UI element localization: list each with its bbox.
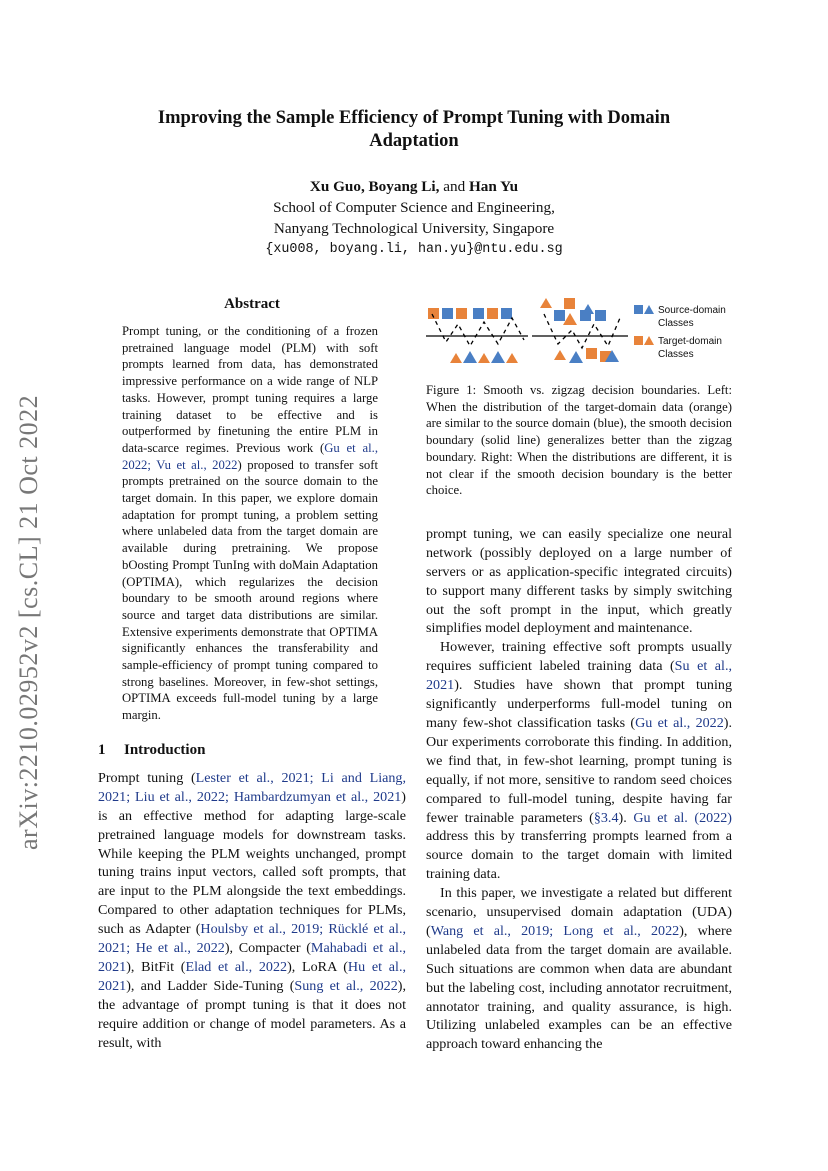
- source-triangle-marker: [463, 351, 477, 363]
- source-square-marker: [554, 310, 565, 321]
- intro-text-1: Prompt tuning (: [98, 769, 196, 786]
- intro-text-4: ), BitFit (: [126, 958, 186, 975]
- intro-text-3: ), Compacter (: [224, 940, 311, 957]
- p2-citation-4[interactable]: Gu et al. (2022): [633, 809, 732, 826]
- legend-target-square: [634, 336, 643, 345]
- paper-title: [100, 107, 728, 153]
- target-triangle-marker: [450, 353, 462, 363]
- p3-text-a: In this paper, we investigate a related but different scenario, unsupervised domain adaptation (UDA) (: [426, 885, 732, 939]
- p2-citation-2[interactable]: Gu et al., 2022: [635, 714, 724, 731]
- figure-legend: [634, 305, 726, 360]
- p2-text-a: However, training effective soft prompts usually requires sufficient labeled training data (: [426, 639, 732, 675]
- target-square-marker: [456, 308, 467, 319]
- intro-citation-1[interactable]: Lester et al., 2021; Li and Liang, 2021; Liu et al., 2022; Hambardzumyan et al., 2021: [98, 769, 406, 805]
- abstract-text-a: Prompt tuning, or the conditioning of a frozen pretrained language model (PLM) with soft prompts learned from data, has demonstrated impressive performance on a wide range of NLP tasks. However, prompt tuning requires a large training dataset to be effective and is outperformed by finetuning the entire PLM in data-scarce regimes. Previous work (: [122, 324, 378, 455]
- intro-citation-3[interactable]: Mahabadi et al., 2021: [98, 940, 406, 975]
- author-and: and: [443, 178, 466, 195]
- legend-target-triangle: [644, 336, 654, 345]
- arxiv-identifier: arXiv:2210.02952v2 [cs.CL] 21 Oct 2022: [14, 394, 43, 850]
- p2-text-c: ). Our experiments corroborate this finding. In addition, we find that, in few-shot learning, prompt tuning is equally, if not more, sensitive to random seed choices compared to full-model tuning, despite having far fewer trainable parameters (: [426, 714, 732, 826]
- figure-1: [426, 296, 732, 499]
- intro-citation-6[interactable]: Sung et al., 2022: [294, 977, 398, 994]
- source-square-marker: [501, 308, 512, 319]
- target-triangle-marker: [478, 353, 490, 363]
- right-panel: [532, 298, 628, 363]
- intro-citation-4[interactable]: Elad et al., 2022: [185, 958, 288, 975]
- intro-text-6: ), and Ladder Side-Tuning (: [126, 977, 295, 994]
- section-number: 1: [98, 741, 106, 758]
- author-email: {xu008, boyang.li, han.yu}@ntu.edu.sg: [265, 242, 563, 257]
- p2-text-b: ). Studies have shown that prompt tuning significantly underperforms full-model tuning on many few-shot classification tasks (: [426, 677, 732, 731]
- affiliation-line-1: School of Computer Science and Engineering,: [273, 199, 555, 216]
- p3-citation-1[interactable]: Wang et al., 2019; Long et al., 2022: [430, 922, 680, 939]
- legend-source-square: [634, 305, 643, 314]
- title-line-1: Improving the Sample Efficiency of Prompt Tuning with Domain: [157, 108, 671, 128]
- target-square-marker: [586, 348, 597, 359]
- p2-section-ref[interactable]: §3.4: [593, 809, 619, 826]
- abstract-text-b: ) proposed to transfer soft prompts pretrained on the source domain to the target domain. In this paper, we explore domain adaptation for prompt tuning, a problem setting where unlabeled data from the target domain are available during pretraining. We propose bOosting Prompt TunIng with doMain Adaptation (OPTIMA), which regularizes the decision boundary to be smooth around regions where source and target data distributions are similar. Extensive experiments demonstrate that OPTIMA significantly enhances the transferability and sample-efficiency of prompt tuning compared to strong baselines. Moreover, in few-shot settings, OPTIMA exceeds full-model tuning by a large margin.: [122, 457, 378, 723]
- legend-source-label-2: Classes: [658, 318, 694, 329]
- author-names-last: Han Yu: [468, 178, 519, 195]
- target-square-marker: [564, 298, 575, 309]
- author-names: [200, 176, 628, 197]
- title-line-2: Adaptation: [369, 131, 459, 151]
- source-square-marker: [442, 308, 453, 319]
- paragraph-2: [426, 638, 732, 884]
- intro-citation-5[interactable]: Hu et al., 2021: [98, 958, 406, 994]
- source-triangle-marker: [491, 351, 505, 363]
- intro-citation-2[interactable]: Houlsby et al., 2019; Rücklé et al., 2021; He et al., 2022: [98, 921, 407, 957]
- author-block: [200, 176, 628, 260]
- author-names-first: Xu Guo, Boyang Li,: [309, 178, 440, 195]
- intro-paragraph: [98, 769, 406, 1053]
- legend-target-label-2: Classes: [658, 349, 694, 360]
- decision-boundary-illustration: [426, 296, 732, 374]
- target-triangle-marker: [554, 350, 566, 360]
- paragraph-1: prompt tuning, we can easily specialize one neural network (possibly deployed on a large number of servers or as application-specific integrated circuits) to support many different tasks by simply switching out the soft prompt in the input, which greatly simplifies model deployment and maintenance.: [426, 525, 732, 637]
- source-square-marker: [595, 310, 606, 321]
- intro-text-5: ), LoRA (: [287, 958, 348, 975]
- abstract-heading: Abstract: [224, 296, 280, 312]
- source-triangle-marker: [569, 351, 583, 363]
- abstract-text: [122, 323, 378, 724]
- target-triangle-marker: [540, 298, 552, 308]
- p3-text-b: ), where unlabeled data from the target domain are available. Such situations are common when data are abundant but the labeling cost, including annotator recruitment, annotator training, and quality assurance, is high. Utilizing unlabeled examples can be an effective approach toward enhancing the: [426, 922, 732, 1053]
- p2-citation-1[interactable]: Su et al., 2021: [426, 658, 732, 694]
- target-triangle-marker: [563, 313, 577, 325]
- legend-target-label-1: Target-domain: [658, 336, 722, 347]
- intro-text-2: ) is an effective method for adapting large-scale pretrained language models for downstream tasks. While keeping the PLM weights unchanged, prompt tuning trains input vectors, called soft prompts, that are input to the PLM alongside the text embeddings. Compared to other adaptation techniques for PLMs, such as Adapter (: [98, 788, 406, 938]
- figure-caption: Figure 1: Smooth vs. zigzag decision boundaries. Left: When the distribution of the target-domain data (orange) are similar to the source domain (blue), the smooth decision boundary (solid line) generalizes better than the zigzag boundary. Right: When the distributions are different, it is not clear if the smooth decision boundary is the better choice.: [426, 383, 732, 498]
- source-triangle-marker: [582, 304, 594, 314]
- section-title: Introduction: [124, 741, 206, 758]
- legend-source-triangle: [644, 305, 654, 314]
- affiliation-line-2: Nanyang Technological University, Singapore: [273, 220, 555, 237]
- p2-text-d: ).: [618, 809, 634, 826]
- intro-text-7: ), the advantage of prompt tuning is that it does not require addition or change of model parameters. As a result, with: [98, 977, 406, 1051]
- left-column: [98, 296, 406, 1052]
- paragraph-3: [426, 884, 732, 1054]
- source-square-marker: [473, 308, 484, 319]
- target-triangle-marker: [506, 353, 518, 363]
- left-panel: [426, 308, 528, 363]
- legend-source-label-1: Source-domain: [658, 305, 726, 316]
- right-body-text: [426, 525, 732, 1054]
- abstract-citation[interactable]: Gu et al., 2022; Vu et al., 2022: [122, 440, 378, 472]
- right-column: [426, 296, 732, 1054]
- target-square-marker: [487, 308, 498, 319]
- p2-text-e: address this by transferring prompts learned from a source domain to the target domain with limited training data.: [426, 828, 732, 883]
- section-heading-introduction: [98, 742, 406, 759]
